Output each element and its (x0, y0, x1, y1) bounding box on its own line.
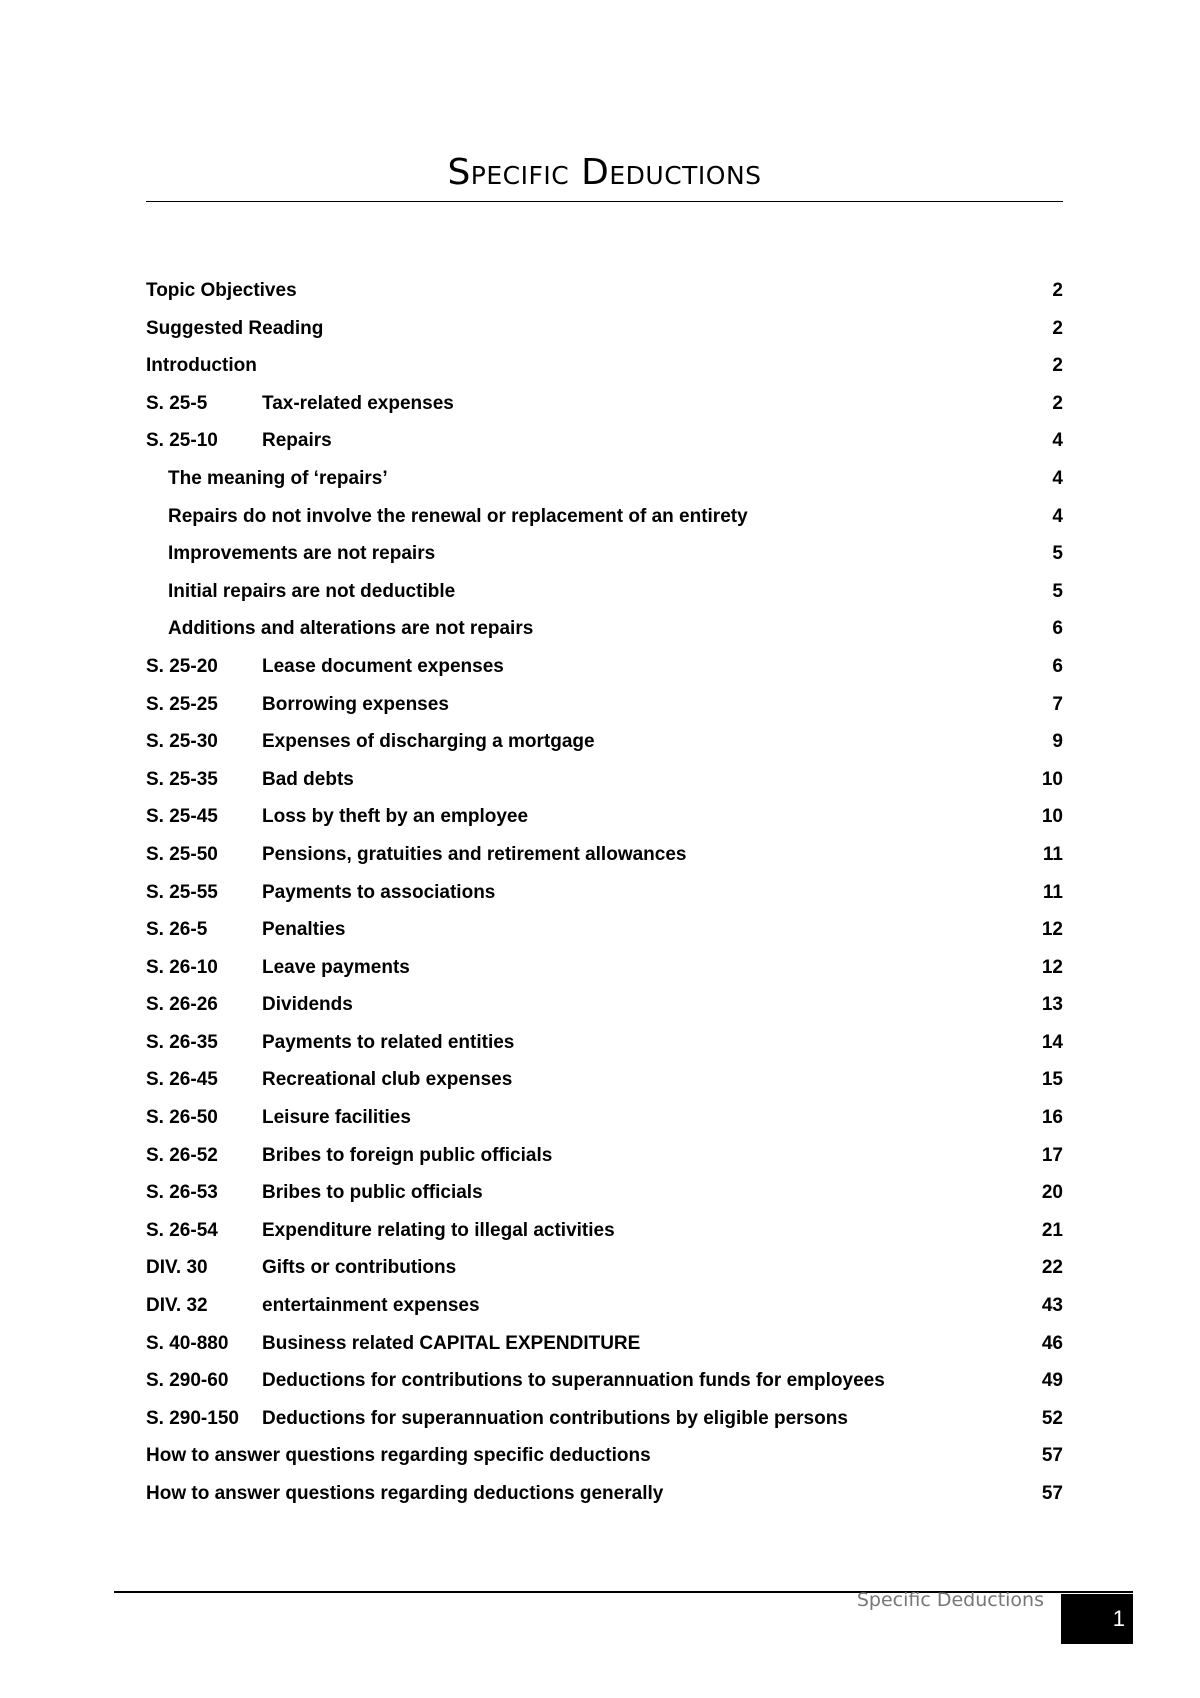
toc-page-number: 22 (1041, 1257, 1063, 1279)
toc-entry[interactable] (146, 610, 1063, 648)
toc-page-number: 16 (1041, 1107, 1063, 1129)
toc-entry[interactable] (146, 874, 1063, 912)
toc-section-number: S. 25-20 (146, 655, 218, 677)
toc-page-number: 12 (1041, 919, 1063, 941)
toc-entry[interactable] (146, 1099, 1063, 1137)
toc-section-number: S. 40-880 (146, 1332, 229, 1354)
toc-page-number: 11 (1042, 843, 1063, 865)
toc-entry[interactable] (146, 836, 1063, 874)
toc-entry[interactable] (146, 1287, 1063, 1325)
toc-entry[interactable] (146, 272, 1063, 310)
toc-entry-title: How to answer questions regarding deductions generally (146, 1483, 664, 1504)
toc-entry-title: Gifts or contributions (262, 1257, 457, 1279)
toc-entry-title: Leisure facilities (262, 1107, 411, 1129)
toc-entry[interactable] (146, 949, 1063, 987)
page-title: Specific Deductions (447, 152, 762, 193)
toc-section-number: S. 25-5 (146, 392, 208, 414)
toc-entry-title: Dividends (262, 994, 353, 1016)
toc-subentry-title: Initial repairs are not deductible (168, 580, 456, 602)
toc-entry-title: Bad debts (262, 768, 354, 790)
toc-entry[interactable] (146, 723, 1063, 761)
toc-page-number: 46 (1041, 1332, 1063, 1354)
toc-entry[interactable] (146, 1249, 1063, 1287)
toc-section-number: S. 290-150 (146, 1407, 239, 1429)
footer-label: Specific Deductions (856, 1589, 1044, 1611)
toc-entry-title: Deductions for contributions to superannuation funds for employees (262, 1370, 885, 1392)
toc-entry-title: Leave payments (262, 956, 410, 978)
toc-page-number: 7 (1052, 693, 1063, 715)
toc-page-number: 6 (1052, 618, 1063, 640)
toc-section-number: DIV. 30 (146, 1257, 208, 1279)
toc-page-number: 57 (1041, 1483, 1063, 1504)
toc-entry-title: entertainment expenses (262, 1295, 480, 1317)
toc-entry[interactable] (146, 1325, 1063, 1363)
toc-page-number: 11 (1042, 881, 1063, 903)
toc-entry-title: Introduction (146, 355, 257, 377)
toc-entry[interactable] (146, 1400, 1063, 1438)
toc-entry[interactable] (146, 1137, 1063, 1175)
toc-entry-title: Business related CAPITAL EXPENDITURE (262, 1332, 641, 1354)
toc-section-number: S. 26-52 (146, 1144, 218, 1166)
toc-page-number: 15 (1041, 1069, 1063, 1091)
toc-entry[interactable] (146, 1174, 1063, 1212)
toc-entry-title: Loss by theft by an employee (262, 806, 529, 828)
toc-entry[interactable] (146, 798, 1063, 836)
toc-entry[interactable] (146, 1475, 1063, 1513)
toc-page-number: 4 (1052, 467, 1063, 489)
toc-entry-title: Pensions, gratuities and retirement allowances (262, 843, 687, 865)
toc-entry-title: Recreational club expenses (262, 1069, 513, 1091)
toc-entry-title: Topic Objectives (146, 280, 297, 301)
toc-entry[interactable] (146, 986, 1063, 1024)
toc-entry-title: Repairs (262, 430, 332, 452)
toc-entry-title: Tax-related expenses (262, 392, 454, 414)
toc-entry-title: Penalties (262, 919, 346, 941)
toc-entry[interactable] (146, 1212, 1063, 1250)
toc-entry[interactable] (146, 347, 1063, 385)
toc-entry[interactable] (146, 460, 1063, 498)
title-divider (146, 201, 1063, 202)
toc-page-number: 14 (1041, 1031, 1063, 1053)
table-of-contents (146, 272, 1063, 1513)
toc-section-number: S. 25-30 (146, 731, 218, 753)
toc-entry-title: Payments to associations (262, 881, 496, 903)
toc-entry[interactable] (146, 761, 1063, 799)
toc-entry-title: Suggested Reading (146, 317, 324, 339)
toc-page-number: 2 (1052, 317, 1063, 339)
toc-entry-title: Expenditure relating to illegal activities (262, 1219, 615, 1241)
toc-entry[interactable] (146, 385, 1063, 423)
toc-page-number: 5 (1052, 543, 1063, 565)
toc-page-number: 52 (1041, 1407, 1063, 1429)
toc-section-number: S. 26-50 (146, 1107, 218, 1129)
toc-section-number: S. 25-10 (146, 430, 218, 452)
toc-page-number: 2 (1052, 355, 1063, 377)
toc-entry[interactable] (146, 911, 1063, 949)
toc-entry-title: How to answer questions regarding specific deductions (146, 1445, 651, 1467)
toc-subentry-title: Repairs do not involve the renewal or replacement of an entirety (168, 505, 748, 527)
toc-entry[interactable] (146, 310, 1063, 348)
toc-entry[interactable] (146, 686, 1063, 724)
toc-section-number: S. 26-26 (146, 994, 218, 1016)
toc-entry-title: Payments to related entities (262, 1031, 515, 1053)
toc-section-number: S. 25-25 (146, 693, 218, 715)
page-number: 1 (1112, 1606, 1125, 1631)
toc-entry[interactable] (146, 573, 1063, 611)
toc-section-number: S. 25-50 (146, 843, 218, 865)
toc-section-number: S. 26-5 (146, 919, 208, 941)
toc-page-number: 13 (1041, 994, 1063, 1016)
toc-page-number: 43 (1041, 1295, 1063, 1317)
toc-entry-title: Deductions for superannuation contributions by eligible persons (262, 1407, 848, 1429)
toc-page-number: 4 (1052, 505, 1063, 527)
toc-entry[interactable] (146, 1061, 1063, 1099)
toc-entry-title: Bribes to public officials (262, 1182, 483, 1204)
toc-entry[interactable] (146, 1437, 1063, 1475)
toc-section-number: S. 25-35 (146, 768, 218, 790)
toc-page-number: 17 (1041, 1144, 1063, 1166)
toc-entry-title: Expenses of discharging a mortgage (262, 731, 595, 753)
toc-page-number: 2 (1052, 392, 1063, 414)
toc-subentry-title: The meaning of ‘repairs’ (168, 467, 388, 489)
toc-entry[interactable] (146, 1362, 1063, 1400)
toc-section-number: S. 25-55 (146, 881, 218, 903)
toc-page-number: 12 (1041, 956, 1063, 978)
toc-section-number: S. 26-45 (146, 1069, 218, 1091)
toc-page-number: 2 (1052, 280, 1063, 301)
toc-page-number: 57 (1041, 1445, 1063, 1467)
toc-entry[interactable] (146, 648, 1063, 686)
toc-entry[interactable] (146, 498, 1063, 536)
toc-section-number: S. 26-35 (146, 1031, 218, 1053)
toc-subentry-title: Additions and alterations are not repairs (168, 618, 534, 640)
toc-entry[interactable] (146, 535, 1063, 573)
page-number-box (1061, 1594, 1133, 1644)
toc-entry-title: Borrowing expenses (262, 693, 449, 715)
toc-page-number: 21 (1041, 1219, 1063, 1241)
toc-page-number: 10 (1041, 768, 1063, 790)
toc-subentry-title: Improvements are not repairs (168, 543, 436, 565)
toc-page-number: 6 (1052, 655, 1063, 677)
toc-section-number: S. 26-54 (146, 1219, 218, 1241)
toc-entry-title: Bribes to foreign public officials (262, 1144, 553, 1166)
toc-page-number: 9 (1052, 731, 1063, 753)
toc-section-number: S. 26-53 (146, 1182, 218, 1204)
toc-page-number: 5 (1052, 580, 1063, 602)
toc-page-number: 20 (1041, 1182, 1063, 1204)
toc-section-number: S. 25-45 (146, 806, 218, 828)
toc-page-number: 4 (1052, 430, 1063, 452)
toc-entry[interactable] (146, 1024, 1063, 1062)
toc-section-number: DIV. 32 (146, 1295, 208, 1317)
toc-entry-title: Lease document expenses (262, 655, 504, 677)
toc-page-number: 10 (1041, 806, 1063, 828)
toc-page-number: 49 (1041, 1370, 1063, 1392)
toc-section-number: S. 290-60 (146, 1370, 229, 1392)
toc-section-number: S. 26-10 (146, 956, 218, 978)
toc-entry[interactable] (146, 422, 1063, 460)
